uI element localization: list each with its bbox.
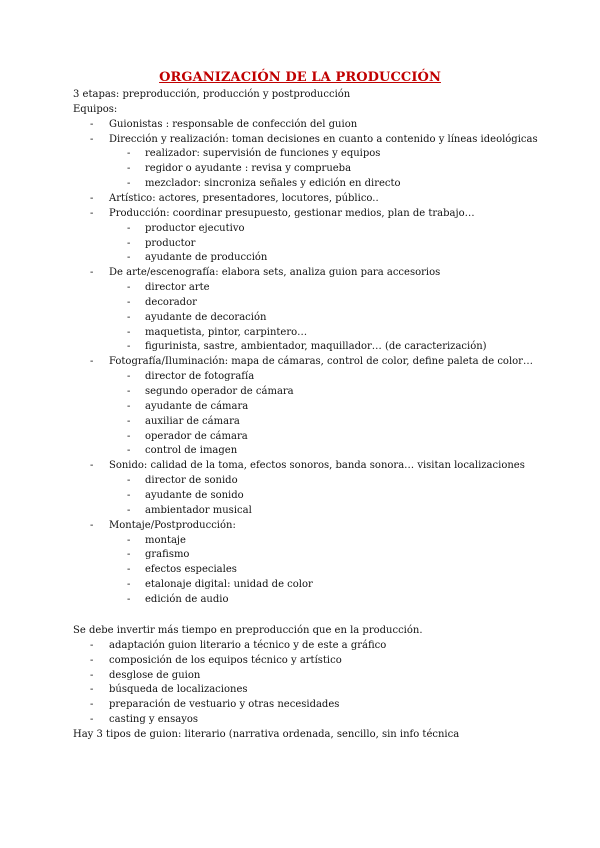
bullet-dash: - bbox=[127, 504, 131, 516]
bullet-dash: - bbox=[90, 133, 94, 145]
bullet-dash: - bbox=[90, 654, 94, 666]
role-item: mezclador: sincroniza señales y edición en directo bbox=[145, 178, 401, 190]
bullet-dash: - bbox=[90, 519, 94, 531]
bullet-dash: - bbox=[90, 207, 94, 219]
role-item: productor ejecutivo bbox=[145, 222, 245, 234]
bullet-dash: - bbox=[90, 714, 94, 726]
bullet-dash: - bbox=[127, 445, 131, 457]
document-title: ORGANIZACIÓN DE LA PRODUCCIÓN bbox=[159, 70, 441, 85]
bullet-dash: - bbox=[127, 282, 131, 294]
bullet-dash: - bbox=[90, 118, 94, 130]
bullet-dash: - bbox=[127, 475, 131, 487]
team-item: De arte/escenografía: elabora sets, analiza guion para accesorios bbox=[109, 267, 441, 279]
bullet-dash: - bbox=[127, 415, 131, 427]
role-item: ambientador musical bbox=[145, 504, 252, 516]
bullet-dash: - bbox=[127, 593, 131, 605]
team-item: Sonido: calidad de la toma, efectos sonoros, banda sonora… visitan localizaciones bbox=[109, 460, 525, 472]
bullet-dash: - bbox=[127, 430, 131, 442]
role-item: director de fotografía bbox=[145, 371, 255, 383]
team-item: Fotografía/Iluminación: mapa de cámaras, control de color, define paleta de color… bbox=[109, 356, 533, 368]
preproduction-heading: Se debe invertir más tiempo en preproducción que en la producción. bbox=[73, 625, 423, 637]
bullet-dash: - bbox=[90, 267, 94, 279]
bullet-dash: - bbox=[127, 534, 131, 546]
bullet-dash: - bbox=[90, 460, 94, 472]
role-item: edición de audio bbox=[145, 593, 229, 605]
role-item: control de imagen bbox=[145, 445, 238, 457]
bullet-dash: - bbox=[90, 192, 94, 204]
role-item: realizador: supervisión de funciones y equipos bbox=[145, 148, 381, 160]
bullet-dash: - bbox=[90, 356, 94, 368]
bullet-dash: - bbox=[90, 639, 94, 651]
role-item: maquetista, pintor, carpintero… bbox=[145, 326, 308, 338]
role-item: director arte bbox=[145, 282, 210, 294]
role-item: efectos especiales bbox=[145, 564, 237, 576]
preproduction-item: composición de los equipos técnico y artístico bbox=[109, 654, 342, 666]
team-item: Producción: coordinar presupuesto, gestionar medios, plan de trabajo… bbox=[109, 207, 475, 219]
role-item: auxiliar de cámara bbox=[145, 415, 240, 427]
role-item: operador de cámara bbox=[145, 430, 248, 442]
role-item: etalonaje digital: unidad de color bbox=[145, 579, 313, 591]
team-item: Guionistas : responsable de confección del guion bbox=[109, 118, 358, 130]
bullet-dash: - bbox=[127, 489, 131, 501]
bullet-dash: - bbox=[90, 699, 94, 711]
role-item: grafismo bbox=[145, 549, 190, 561]
bullet-dash: - bbox=[127, 341, 131, 353]
bullet-dash: - bbox=[127, 178, 131, 190]
bullet-dash: - bbox=[127, 163, 131, 175]
bullet-dash: - bbox=[127, 222, 131, 234]
role-item: ayudante de cámara bbox=[145, 400, 249, 412]
preproduction-item: preparación de vestuario y otras necesidades bbox=[109, 699, 340, 711]
bullet-dash: - bbox=[127, 371, 131, 383]
team-item: Artístico: actores, presentadores, locutores, público.. bbox=[109, 192, 379, 204]
role-item: figurinista, sastre, ambientador, maquillador… (de caracterización) bbox=[145, 341, 487, 353]
intro-line: 3 etapas: preproducción, producción y postproducción bbox=[73, 89, 351, 100]
bullet-dash: - bbox=[127, 579, 131, 591]
bullet-dash: - bbox=[127, 296, 131, 308]
bullet-dash: - bbox=[127, 252, 131, 264]
role-item: decorador bbox=[145, 296, 197, 308]
script-types-line: Hay 3 tipos de guion: literario (narrativa ordenada, sencillo, sin info técnica bbox=[73, 729, 460, 741]
bullet-dash: - bbox=[90, 684, 94, 696]
role-item: ayudante de producción bbox=[145, 252, 268, 264]
preproduction-item: casting y ensayos bbox=[109, 714, 199, 726]
equipos-label: Equipos: bbox=[73, 103, 118, 115]
team-item: Montaje/Postproducción: bbox=[109, 519, 236, 531]
bullet-dash: - bbox=[127, 148, 131, 160]
bullet-dash: - bbox=[90, 669, 94, 681]
role-item: regidor o ayudante : revisa y comprueba bbox=[145, 163, 352, 175]
bullet-dash: - bbox=[127, 311, 131, 323]
bullet-dash: - bbox=[127, 564, 131, 576]
role-item: productor bbox=[145, 237, 196, 249]
bullet-dash: - bbox=[127, 386, 131, 397]
preproduction-item: adaptación guion literario a técnico y de este a gráfico bbox=[109, 639, 387, 651]
bullet-dash: - bbox=[127, 549, 131, 561]
bullet-dash: - bbox=[127, 326, 131, 338]
role-item: director de sonido bbox=[145, 475, 238, 487]
team-item: Dirección y realización: toman decisiones en cuanto a contenido y líneas ideológicas bbox=[109, 133, 538, 145]
role-item: ayudante de decoración bbox=[145, 311, 267, 323]
role-item: segundo operador de cámara bbox=[145, 386, 294, 397]
role-item: montaje bbox=[145, 534, 186, 546]
bullet-dash: - bbox=[127, 237, 131, 249]
role-item: ayudante de sonido bbox=[145, 489, 244, 501]
preproduction-item: desglose de guion bbox=[109, 669, 201, 681]
bullet-dash: - bbox=[127, 400, 131, 412]
preproduction-item: búsqueda de localizaciones bbox=[109, 684, 248, 696]
